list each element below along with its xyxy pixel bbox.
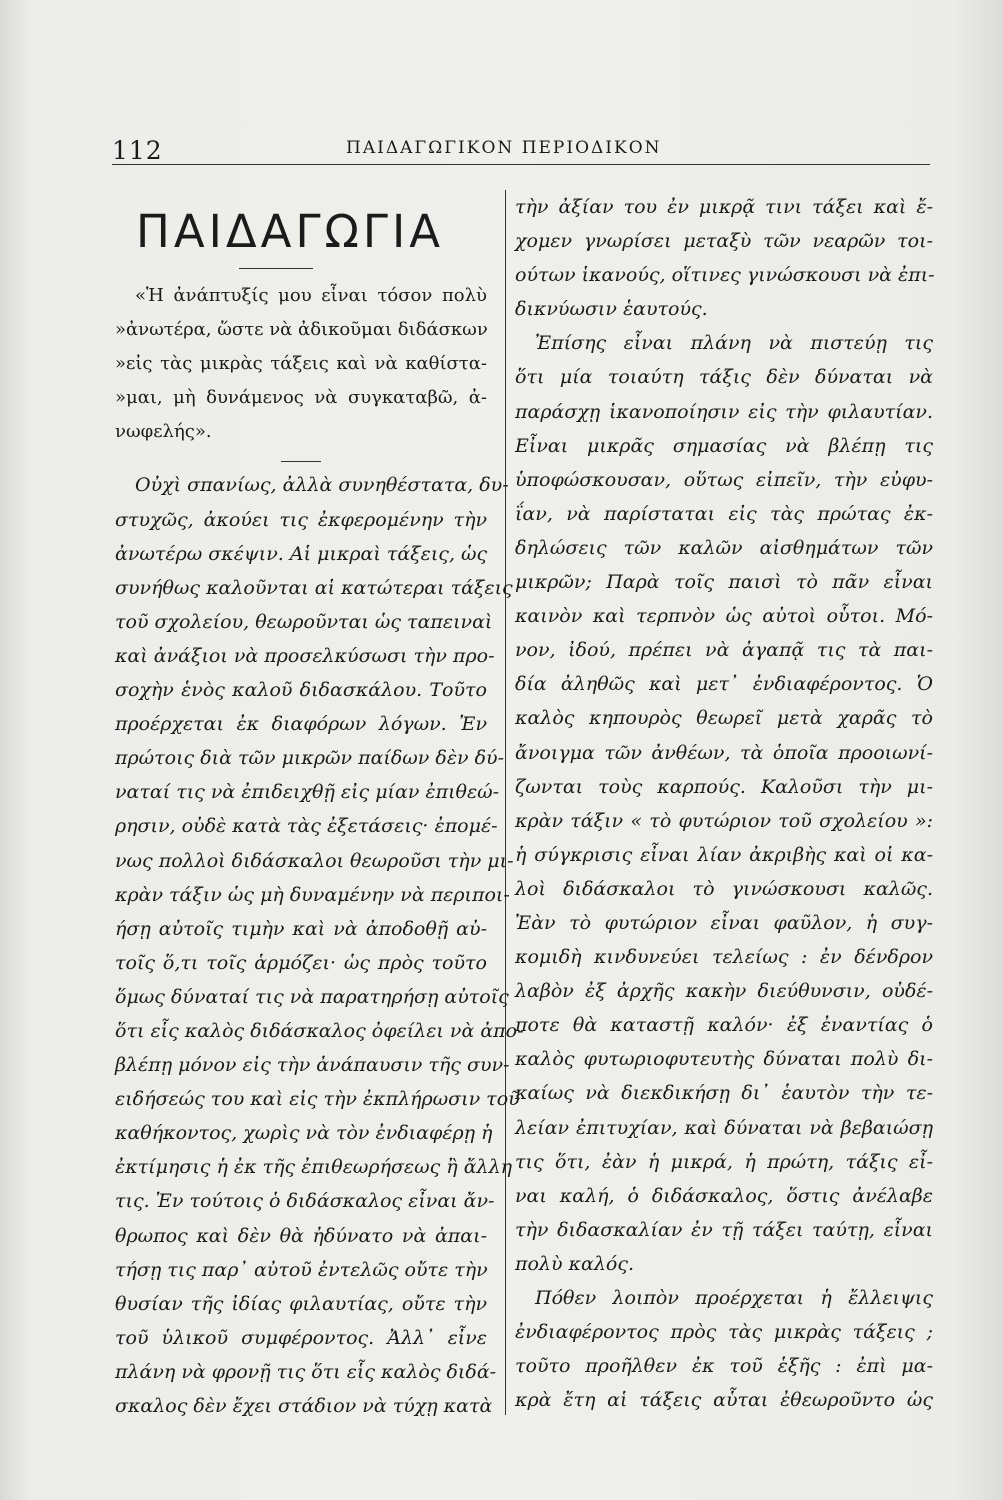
epigraph-line: νωφελής».: [115, 421, 212, 443]
text-line: Πόθεν λοιπὸν προέρχεται ἡ ἔλλειψις: [535, 1287, 933, 1309]
text-line: ειδήσεώς του καὶ εἰς τὴν ἐκπλήρωσιν τοῦ: [115, 1088, 520, 1111]
text-line: κρὰν τάξιν ὡς μὴ δυναμένην νὰ περιποι-: [115, 883, 510, 906]
text-line: ΐαν, νὰ παρίσταται εἰς τὰς πρώτας ἐκ-: [515, 502, 933, 525]
left-body-text: [115, 468, 524, 1423]
epigraph-line: «Ἡ ἀνάπτυξίς μου εἶναι τόσον πολὺ: [135, 285, 487, 306]
text-line: πρώτοις διὰ τῶν μικρῶν παίδων δὲν δύ-: [115, 747, 505, 770]
epigraph-line: »μαι, μὴ δυνάμενος νὰ συγκαταβῶ, ἀ-: [115, 387, 487, 409]
text-line: Ἐὰν τὸ φυτώριον εἶναι φαῦλον, ἡ συγ-: [515, 911, 933, 934]
title-rule: [239, 268, 313, 269]
text-line: σοχὴν ἑνὸς καλοῦ διδασκάλου. Τοῦτο: [115, 679, 487, 702]
right-column: [515, 190, 933, 1417]
text-line: τις. Ἐν τούτοις ὁ διδάσκαλος εἶναι ἄν-: [115, 1190, 495, 1213]
text-line: κρὰν τάξιν « τὸ φυτώριον τοῦ σχολείου »:: [515, 809, 933, 832]
text-line: συνήθως καλοῦνται αἱ κατώτεραι τάξεις: [115, 576, 513, 599]
text-line: τις ὅτι, ἐὰν ἡ μικρά, ἡ πρώτη, τάξις εἶ-: [515, 1150, 933, 1173]
text-line: προέρχεται ἐκ διαφόρων λόγων. Ἐν: [115, 713, 487, 736]
text-line: καινὸν καὶ τερπνὸν ὡς αὐτοὶ οὗτοι. Μό-: [515, 605, 933, 628]
text-line: ἡ σύγκρισις εἶναι λίαν ἀκριβὴς καὶ οἱ κα-: [515, 843, 933, 866]
text-line: βλέπῃ μόνον εἰς τὴν ἀνάπαυσιν τῆς συν-: [115, 1054, 510, 1077]
text-line: πλάνη νὰ φρονῇ τις ὅτι εἷς καλὸς διδά-: [115, 1360, 497, 1383]
text-line: παράσχῃ ἱκανοποίησιν εἰς τὴν φιλαυτίαν.: [515, 400, 933, 423]
text-line: ὅτι μία τοιαύτη τάξις δὲν δύναται νὰ: [515, 366, 933, 389]
text-line: ὑποφώσκουσαν, οὕτως εἰπεῖν, τὴν εὐφυ-: [515, 468, 933, 491]
text-line: θρωπος καὶ δὲν θὰ ἠδύνατο νὰ ἀπαι-: [115, 1224, 487, 1247]
text-line: τοῦ σχολείου, θεωροῦνται ὡς ταπειναὶ: [115, 610, 493, 633]
text-line: πολὺ καλός.: [515, 1252, 635, 1275]
text-line: θυσίαν τῆς ἰδίας φιλαυτίας, οὔτε τὴν: [115, 1292, 487, 1315]
text-line: Ἐπίσης εἶναι πλάνη νὰ πιστεύῃ τις: [535, 332, 933, 355]
text-line: καίως νὰ διεκδικήσῃ δι᾿ ἑαυτὸν τὴν τε-: [515, 1082, 933, 1105]
column-divider: [505, 190, 506, 1415]
text-line: λαβὸν ἐξ ἀρχῆς κακὴν διεύθυνσιν, οὐδέ-: [515, 980, 933, 1003]
text-line: ναι καλή, ὁ διδάσκαλος, ὅστις ἀνέλαβε: [515, 1184, 933, 1207]
text-line: ούτων ἱκανούς, οἵτινες γινώσκουσι νὰ ἐπι-: [515, 264, 935, 287]
text-line: νον, ἰδού, πρέπει νὰ ἀγαπᾷ τις τὰ παι-: [515, 639, 933, 662]
text-line: ήσῃ αὐτοῖς τιμὴν καὶ νὰ ἀποδοθῇ αὐ-: [115, 917, 487, 940]
text-line: ἐκτίμησις ἡ ἐκ τῆς ἐπιθεωρήσεως ἢ ἄλλη: [115, 1156, 513, 1179]
text-line: δηλώσεις τῶν καλῶν αἰσθημάτων τῶν: [515, 536, 933, 559]
text-line: δία ἀληθῶς καὶ μετ᾿ ἐνδιαφέροντος. Ὁ: [515, 673, 933, 696]
text-line: κομιδὴ κινδυνεύει τελείως : ἐν δένδρον: [515, 946, 933, 969]
text-line: τοῖς ὅ,τι τοῖς ἁρμόζει· ὡς πρὸς τοῦτο: [115, 951, 487, 974]
text-line: τὴν ἀξίαν του ἐν μικρᾷ τινι τάξει καὶ ἔ-: [515, 196, 933, 218]
text-line: καλὸς κηπουρὸς θεωρεῖ μετὰ χαρᾶς τὸ: [515, 707, 933, 730]
running-header: [112, 128, 932, 164]
text-line: καθήκοντος, χωρὶς νὰ τὸν ἐνδιαφέρῃ ἡ: [115, 1122, 493, 1145]
running-title: ΠΑΙΔΑΓΩΓΙΚΟΝ ΠΕΡΙΟΔΙΚΟΝ: [346, 138, 662, 158]
text-line: ποτε θὰ καταστῇ καλόν· ἐξ ἐναντίας ὁ: [515, 1014, 933, 1037]
text-line: καὶ ἀνάξιοι νὰ προσελκύσωσι τὴν προ-: [115, 644, 495, 667]
text-line: ἐνδιαφέροντος πρὸς τὰς μικρὰς τάξεις ;: [515, 1321, 933, 1344]
text-line: ναταί τις νὰ ἐπιδειχθῇ εἰς μίαν ἐπιθεώ-: [115, 781, 500, 804]
text-line: ὅτι εἷς καλὸς διδάσκαλος ὀφείλει νὰ ἀπο-: [115, 1019, 524, 1042]
text-line: νως πολλοὶ διδάσκαλοι θεωροῦσι τὴν μι-: [115, 849, 514, 872]
epigraph-rule: [281, 461, 321, 462]
text-line: μικρῶν; Παρὰ τοῖς παισὶ τὸ πᾶν εἶναι: [515, 571, 933, 594]
text-line: κρὰ ἔτη αἱ τάξεις αὗται ἐθεωροῦντο ὡς: [515, 1389, 933, 1412]
text-line: χομεν γνωρίσει μεταξὺ τῶν νεαρῶν τοι-: [515, 230, 933, 253]
text-line: καλὸς φυτωριοφυτευτὴς δύναται πολὺ δι-: [515, 1048, 933, 1071]
text-line: τὴν διδασκαλίαν ἐν τῇ τάξει ταύτῃ, εἶναι: [515, 1218, 933, 1241]
text-line: ὅμως δύναταί τις νὰ παρατηρήσῃ αὐτοῖς: [115, 985, 509, 1008]
page-number: 112: [112, 136, 163, 165]
epigraph: [115, 279, 487, 449]
text-line: τοῦ ὑλικοῦ συμφέροντος. Ἀλλ᾿ εἶνε: [115, 1326, 487, 1349]
text-line: Οὐχὶ σπανίως, ἀλλὰ συνηθέστατα, δυ-: [135, 474, 509, 497]
text-line: λείαν ἐπιτυχίαν, καὶ δύναται νὰ βεβαιώσῃ: [515, 1116, 933, 1139]
text-line: ἄνοιγμα τῶν ἀνθέων, τὰ ὁποῖα προοιωνί-: [515, 741, 933, 764]
epigraph-line: »ἀνωτέρα, ὥστε νὰ ἀδικοῦμαι διδάσκων: [115, 319, 488, 341]
text-line: τοῦτο προῆλθεν ἐκ τοῦ ἑξῆς : ἐπὶ μα-: [515, 1355, 933, 1378]
text-line: λοὶ διδάσκαλοι τὸ γινώσκουσι καλῶς.: [515, 877, 933, 900]
text-line: ἀνωτέρω σκέψιν. Αἱ μικραὶ τάξεις, ὡς: [115, 542, 488, 565]
text-line: τήσῃ τις παρ᾿ αὐτοῦ ἐντελῶς οὔτε τὴν: [115, 1258, 488, 1281]
text-line: στυχῶς, ἀκούει τις ἐκφερομένην τὴν: [115, 508, 487, 531]
section-title: ΠΑΙΔΑΓΩΓΙΑ: [136, 205, 445, 258]
epigraph-line: »εἰς τὰς μικρὰς τάξεις καὶ νὰ καθίστα-: [115, 353, 487, 375]
text-line: δικνύωσιν ἑαυτούς.: [515, 298, 708, 321]
text-line: ζωνται τοὺς καρπούς. Καλοῦσι τὴν μι-: [515, 775, 933, 798]
text-line: σκαλος δὲν ἔχει στάδιον νὰ τύχῃ κατὰ: [115, 1395, 493, 1417]
left-column: [115, 190, 524, 1423]
header-rule: [112, 164, 930, 165]
text-line: Εἶναι μικρᾶς σημασίας νὰ βλέπῃ τις: [515, 434, 933, 457]
text-line: ρησιν, οὐδὲ κατὰ τὰς ἐξετάσεις· ἐπομέ-: [115, 815, 498, 838]
